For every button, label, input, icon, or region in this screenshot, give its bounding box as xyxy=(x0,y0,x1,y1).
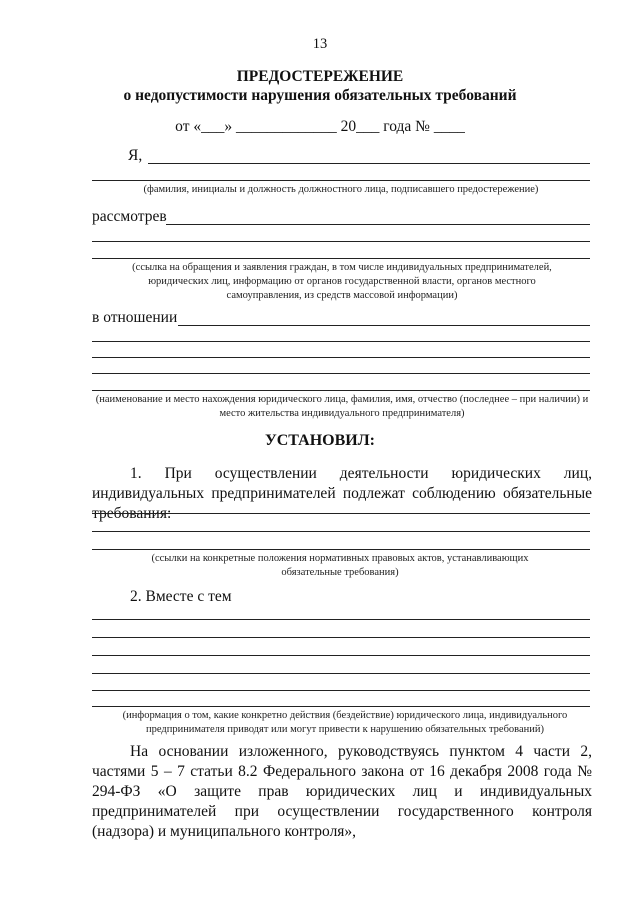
considered-label: рассмотрев xyxy=(92,208,167,225)
considered-caption: (ссылка на обращения и заявления граждан, в том числе индивидуальных предпринимателей, юридических лиц, информацию от органов государственной власти, органов местного самоуправления, из средств массовой информации) xyxy=(132,262,552,301)
document-title: ПРЕДОСТЕРЕЖЕНИЕ xyxy=(236,68,404,85)
regarding-field[interactable] xyxy=(178,325,590,326)
item-2-field-line-1[interactable] xyxy=(92,619,590,620)
official-name-field-line-2[interactable] xyxy=(92,180,590,181)
regarding-field-line-3[interactable] xyxy=(92,357,590,358)
official-caption: (фамилия, инициалы и должность должностного лица, подписавшего предостережение) xyxy=(143,184,539,195)
considered-field-line-3[interactable] xyxy=(92,258,590,259)
regarding-field-line-4[interactable] xyxy=(92,373,590,374)
regarding-field-line-2[interactable] xyxy=(92,341,590,342)
document-subtitle: о недопустимости нарушения обязательных требований xyxy=(123,87,517,104)
item-2-field-line-3[interactable] xyxy=(92,655,590,656)
item-2-text: 2. Вместе с тем xyxy=(130,588,232,605)
basis-paragraph: На основании изложенного, руководствуясь пунктом 4 части 2, частями 5 – 7 статьи 8.2 Федерального закона от 16 декабря 2008 года № 294-ФЗ «О защите прав юридических лиц и индивидуальных предпринимателей при осуществлении государственного контроля (надзора) и муниципального контроля», xyxy=(92,743,592,840)
official-name-field[interactable] xyxy=(148,163,590,164)
page-number: 13 xyxy=(312,36,328,52)
considered-field[interactable] xyxy=(166,224,590,225)
item-1-caption: (ссылки на конкретные положения нормативных правовых актов, устанавливающих обязательные требования) xyxy=(151,553,529,578)
item-1-text: 1. При осуществлении деятельности юридических лиц, индивидуальных предпринимателей подлежат соблюдению обязательные требования: xyxy=(92,465,592,522)
regarding-caption: (наименование и место нахождения юридического лица, фамилия, имя, отчество (последнее – при наличии) и место жительства индивидуального предпринимателя) xyxy=(95,394,589,419)
date-number-line: от «___» _____________ 20___ года № ____ xyxy=(175,118,465,135)
item-2-field-line-4[interactable] xyxy=(92,673,590,674)
established-heading: УСТАНОВИЛ: xyxy=(265,432,375,449)
item-2-field-line-2[interactable] xyxy=(92,637,590,638)
item-1-field-line-1[interactable] xyxy=(92,513,590,514)
item-2-field-line-5[interactable] xyxy=(92,690,590,691)
i-label: Я, xyxy=(128,147,143,164)
item-1-field-line-3[interactable] xyxy=(92,549,590,550)
considered-field-line-2[interactable] xyxy=(92,241,590,242)
item-1-field-line-2[interactable] xyxy=(92,531,590,532)
regarding-field-line-5[interactable] xyxy=(92,390,590,391)
regarding-label: в отношении xyxy=(92,309,178,326)
item-2-field-line-6[interactable] xyxy=(92,706,590,707)
item-2-caption: (информация о том, какие конкретно действия (бездействие) юридического лица, индивидуального предпринимателя приводят или могут привести к нарушению обязательных требований) xyxy=(122,710,568,735)
